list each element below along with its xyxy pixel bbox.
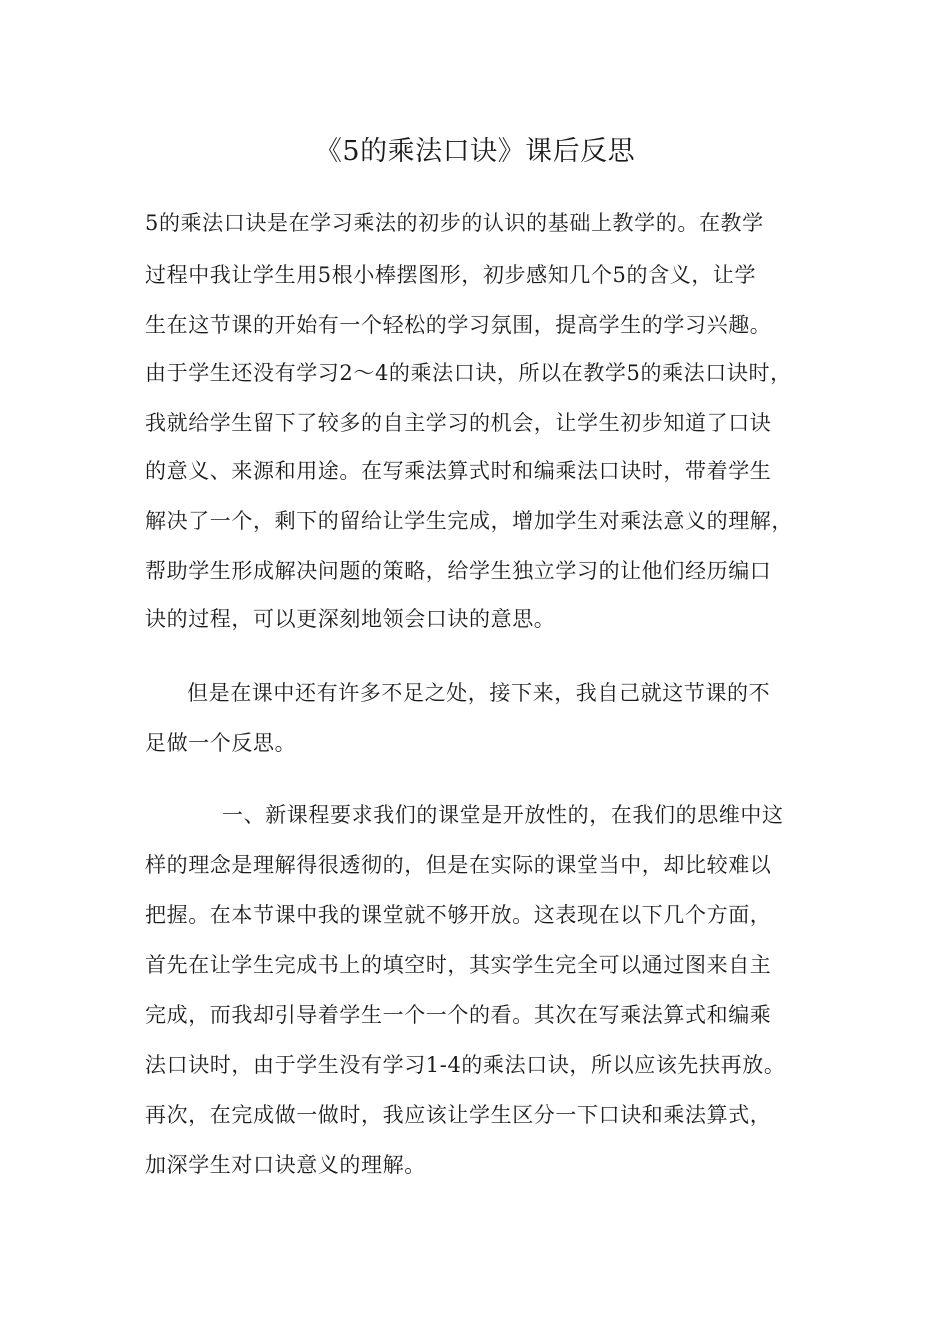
paragraph-1-line-4: 由于学生还没有学习2～4的乘法口诀，所以在教学5的乘法口诀时， bbox=[145, 361, 792, 385]
paragraph-3-line-4: 首先在让学生完成书上的填空时，其实学生完全可以通过图来自主 bbox=[145, 953, 772, 977]
paragraph-3-line-5: 完成，而我却引导着学生一个一个的看。其次在写乘法算式和编乘 bbox=[145, 1003, 772, 1027]
paragraph-3-line-6: 法口诀时，由于学生没有学习1-4的乘法口诀，所以应该先扶再放。 bbox=[145, 1053, 786, 1077]
paragraph-3-line-3: 把握。在本节课中我的课堂就不够开放。这表现在以下几个方面， bbox=[145, 903, 772, 927]
paragraph-3-line-2: 样的理念是理解得很透彻的，但是在实际的课堂当中，却比较难以 bbox=[145, 853, 772, 877]
paragraph-1-line-3: 生在这节课的开始有一个轻松的学习氛围，提高学生的学习兴趣。 bbox=[145, 313, 772, 337]
paragraph-1-line-1: 5的乘法口诀是在学习乘法的初步的认识的基础上教学的。在教学 bbox=[145, 211, 764, 235]
document-title: 《5的乘法口诀》课后反思 bbox=[314, 136, 636, 167]
paragraph-1-line-6: 的意义、来源和用途。在写乘法算式时和编乘法口诀时，带着学生 bbox=[145, 459, 772, 483]
paragraph-2-line-2: 足做一个反思。 bbox=[145, 731, 297, 755]
paragraph-1-line-2: 过程中我让学生用5根小棒摆图形，初步感知几个5的含义，让学 bbox=[145, 263, 757, 287]
paragraph-1-line-9: 诀的过程，可以更深刻地领会口诀的意思。 bbox=[145, 607, 556, 631]
paragraph-1-line-7: 解决了一个，剩下的留给让学生完成，增加学生对乘法意义的理解， bbox=[145, 509, 793, 533]
paragraph-1-line-5: 我就给学生留下了较多的自主学习的机会，让学生初步知道了口诀 bbox=[145, 411, 772, 435]
paragraph-3-line-8: 加深学生对口诀意义的理解。 bbox=[145, 1153, 426, 1177]
paragraph-3-line-7: 再次，在完成做一做时，我应该让学生区分一下口诀和乘法算式， bbox=[145, 1103, 772, 1127]
paragraph-1-line-8: 帮助学生形成解决问题的策略，给学生独立学习的让他们经历编口 bbox=[145, 559, 772, 583]
paragraph-2-line-1: 但是在课中还有许多不足之处，接下来，我自己就这节课的不 bbox=[187, 681, 771, 705]
paragraph-3-line-1: 一、新课程要求我们的课堂是开放性的，在我们的思维中这 bbox=[222, 803, 784, 827]
